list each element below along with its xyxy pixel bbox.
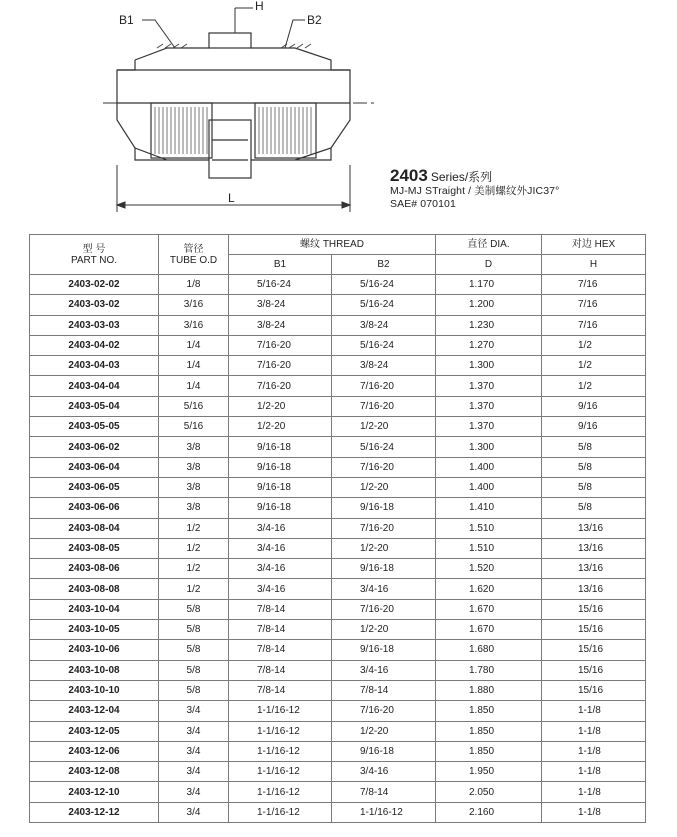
header-thread: 螺纹 THREAD xyxy=(229,235,436,255)
dia-d-cell: 1.620 xyxy=(436,579,542,599)
thread-b1-cell: 1-1/16-12 xyxy=(229,721,332,741)
dia-d-cell: 1.300 xyxy=(436,437,542,457)
part-no-cell: 2403-12-04 xyxy=(30,701,159,721)
tube-od-cell: 5/16 xyxy=(159,396,229,416)
dia-d-cell: 1.300 xyxy=(436,356,542,376)
sae-number: SAE# 070101 xyxy=(390,198,456,210)
tube-od-cell: 1/2 xyxy=(159,559,229,579)
hex-h-cell: 15/16 xyxy=(542,599,646,619)
table-row xyxy=(30,376,646,396)
table-row xyxy=(30,437,646,457)
dia-d-cell: 2.050 xyxy=(436,782,542,802)
thread-b2-cell: 1/2-20 xyxy=(332,721,436,741)
dia-d-cell: 1.850 xyxy=(436,721,542,741)
tube-od-cell: 3/4 xyxy=(159,721,229,741)
hex-h-cell: 13/16 xyxy=(542,579,646,599)
part-no-cell: 2403-12-10 xyxy=(30,782,159,802)
series-label: Series/系列 xyxy=(430,170,493,184)
header-tube-od xyxy=(159,235,229,275)
tube-od-cell: 5/8 xyxy=(159,680,229,700)
thread-b2-cell: 3/4-16 xyxy=(332,762,436,782)
part-no-cell: 2403-06-04 xyxy=(30,457,159,477)
part-no-cell: 2403-10-08 xyxy=(30,660,159,680)
hex-h-cell: 1/2 xyxy=(542,376,646,396)
part-no-cell: 2403-08-08 xyxy=(30,579,159,599)
thread-b2-cell: 1/2-20 xyxy=(332,477,436,497)
tube-od-cell: 1/2 xyxy=(159,579,229,599)
hex-h-cell: 9/16 xyxy=(542,396,646,416)
table-row xyxy=(30,741,646,761)
table-row xyxy=(30,579,646,599)
table-row xyxy=(30,762,646,782)
tube-od-cell: 5/8 xyxy=(159,640,229,660)
thread-b2-cell: 3/4-16 xyxy=(332,579,436,599)
thread-b2-cell: 9/16-18 xyxy=(332,559,436,579)
thread-b1-cell: 3/4-16 xyxy=(229,538,332,558)
thread-b1-cell: 1-1/16-12 xyxy=(229,782,332,802)
header-part-no-en: PART NO. xyxy=(70,254,118,266)
dia-d-cell: 1.410 xyxy=(436,498,542,518)
thread-b2-cell: 9/16-18 xyxy=(332,640,436,660)
label-h: H xyxy=(255,0,264,13)
hex-h-cell: 1-1/8 xyxy=(542,741,646,761)
thread-b1-cell: 3/8-24 xyxy=(229,295,332,315)
thread-b2-cell: 7/8-14 xyxy=(332,680,436,700)
tube-od-cell: 3/4 xyxy=(159,762,229,782)
part-no-cell: 2403-12-06 xyxy=(30,741,159,761)
dia-d-cell: 1.520 xyxy=(436,559,542,579)
hex-h-cell: 7/16 xyxy=(542,275,646,295)
tube-od-cell: 3/8 xyxy=(159,457,229,477)
hex-h-cell: 5/8 xyxy=(542,477,646,497)
thread-b1-cell: 7/8-14 xyxy=(229,680,332,700)
thread-b2-cell: 5/16-24 xyxy=(332,295,436,315)
thread-b1-cell: 9/16-18 xyxy=(229,498,332,518)
table-row xyxy=(30,315,646,335)
part-no-cell: 2403-06-05 xyxy=(30,477,159,497)
dia-d-cell: 1.850 xyxy=(436,701,542,721)
part-no-cell: 2403-03-02 xyxy=(30,295,159,315)
hex-h-cell: 13/16 xyxy=(542,538,646,558)
dia-d-cell: 1.270 xyxy=(436,335,542,355)
spec-table xyxy=(29,234,646,823)
thread-b1-cell: 1-1/16-12 xyxy=(229,762,332,782)
hex-h-cell: 1-1/8 xyxy=(542,782,646,802)
header-tube-od-en: TUBE O.D xyxy=(169,254,218,266)
thread-b2-cell: 1/2-20 xyxy=(332,538,436,558)
header-h: H xyxy=(542,255,646,275)
part-no-cell: 2403-04-02 xyxy=(30,335,159,355)
hex-h-cell: 13/16 xyxy=(542,518,646,538)
hex-h-cell: 1/2 xyxy=(542,356,646,376)
header-b2: B2 xyxy=(332,255,436,275)
hex-h-cell: 15/16 xyxy=(542,620,646,640)
table-row xyxy=(30,498,646,518)
dia-d-cell: 1.680 xyxy=(436,640,542,660)
thread-b1-cell: 9/16-18 xyxy=(229,437,332,457)
thread-b2-cell: 7/16-20 xyxy=(332,457,436,477)
thread-b2-cell: 5/16-24 xyxy=(332,437,436,457)
tube-od-cell: 3/4 xyxy=(159,802,229,822)
thread-b1-cell: 1-1/16-12 xyxy=(229,741,332,761)
tube-od-cell: 3/4 xyxy=(159,782,229,802)
hex-h-cell: 1-1/8 xyxy=(542,762,646,782)
table-row xyxy=(30,396,646,416)
thread-b1-cell: 1/2-20 xyxy=(229,417,332,437)
table-row xyxy=(30,701,646,721)
hex-h-cell: 7/16 xyxy=(542,295,646,315)
part-no-cell: 2403-08-05 xyxy=(30,538,159,558)
table-row xyxy=(30,477,646,497)
table-row xyxy=(30,275,646,295)
header-hex: 对边 HEX xyxy=(542,235,646,255)
table-row xyxy=(30,457,646,477)
thread-b1-cell: 7/16-20 xyxy=(229,335,332,355)
tube-od-cell: 5/8 xyxy=(159,599,229,619)
tube-od-cell: 1/4 xyxy=(159,335,229,355)
table-row xyxy=(30,680,646,700)
part-no-cell: 2403-06-06 xyxy=(30,498,159,518)
part-no-cell: 2403-12-12 xyxy=(30,802,159,822)
table-row xyxy=(30,559,646,579)
part-no-cell: 2403-04-04 xyxy=(30,376,159,396)
hex-h-cell: 5/8 xyxy=(542,498,646,518)
dia-d-cell: 1.850 xyxy=(436,741,542,761)
tube-od-cell: 1/8 xyxy=(159,275,229,295)
thread-b2-cell: 1/2-20 xyxy=(332,417,436,437)
table-row xyxy=(30,802,646,822)
table-row xyxy=(30,599,646,619)
tube-od-cell: 1/4 xyxy=(159,376,229,396)
tube-od-cell: 3/4 xyxy=(159,701,229,721)
dia-d-cell: 1.670 xyxy=(436,620,542,640)
part-no-cell: 2403-02-02 xyxy=(30,275,159,295)
dia-d-cell: 1.200 xyxy=(436,295,542,315)
thread-b2-cell: 7/8-14 xyxy=(332,782,436,802)
hex-h-cell: 13/16 xyxy=(542,559,646,579)
thread-b2-cell: 1-1/16-12 xyxy=(332,802,436,822)
hex-h-cell: 5/8 xyxy=(542,457,646,477)
thread-b1-cell: 3/4-16 xyxy=(229,518,332,538)
thread-b1-cell: 3/4-16 xyxy=(229,579,332,599)
thread-b2-cell: 3/4-16 xyxy=(332,660,436,680)
thread-b2-cell: 7/16-20 xyxy=(332,396,436,416)
tube-od-cell: 1/2 xyxy=(159,538,229,558)
part-no-cell: 2403-10-04 xyxy=(30,599,159,619)
tube-od-cell: 1/4 xyxy=(159,356,229,376)
dia-d-cell: 1.510 xyxy=(436,518,542,538)
hex-h-cell: 9/16 xyxy=(542,417,646,437)
dia-d-cell: 1.780 xyxy=(436,660,542,680)
dia-d-cell: 1.400 xyxy=(436,457,542,477)
part-no-cell: 2403-06-02 xyxy=(30,437,159,457)
tube-od-cell: 5/8 xyxy=(159,620,229,640)
thread-b2-cell: 9/16-18 xyxy=(332,498,436,518)
tube-od-cell: 3/8 xyxy=(159,437,229,457)
part-no-cell: 2403-10-10 xyxy=(30,680,159,700)
tube-od-cell: 3/8 xyxy=(159,477,229,497)
thread-b1-cell: 3/8-24 xyxy=(229,315,332,335)
label-b1: B1 xyxy=(119,13,134,27)
thread-b1-cell: 7/8-14 xyxy=(229,640,332,660)
series-number: 2403 xyxy=(390,166,428,185)
series-heading xyxy=(390,168,670,185)
hex-h-cell: 1-1/8 xyxy=(542,701,646,721)
dia-d-cell: 1.670 xyxy=(436,599,542,619)
tube-od-cell: 5/16 xyxy=(159,417,229,437)
tube-od-cell: 3/8 xyxy=(159,498,229,518)
series-info xyxy=(390,168,670,211)
thread-b2-cell: 7/16-20 xyxy=(332,376,436,396)
series-description: MJ-MJ STraight / 美制螺纹外JIC37° xyxy=(390,185,560,197)
table-row xyxy=(30,782,646,802)
table-row xyxy=(30,620,646,640)
dia-d-cell: 1.510 xyxy=(436,538,542,558)
table-row xyxy=(30,335,646,355)
table-row xyxy=(30,721,646,741)
part-no-cell: 2403-08-04 xyxy=(30,518,159,538)
header-part-no-cn: 型 号 xyxy=(82,243,106,255)
hex-h-cell: 1/2 xyxy=(542,335,646,355)
hex-h-cell: 15/16 xyxy=(542,660,646,680)
part-no-cell: 2403-10-06 xyxy=(30,640,159,660)
thread-b1-cell: 7/8-14 xyxy=(229,620,332,640)
dia-d-cell: 1.950 xyxy=(436,762,542,782)
thread-b2-cell: 7/16-20 xyxy=(332,599,436,619)
dia-d-cell: 1.880 xyxy=(436,680,542,700)
dia-d-cell: 1.370 xyxy=(436,417,542,437)
table-row xyxy=(30,518,646,538)
table-row xyxy=(30,417,646,437)
part-no-cell: 2403-05-05 xyxy=(30,417,159,437)
hex-h-cell: 15/16 xyxy=(542,640,646,660)
thread-b1-cell: 7/16-20 xyxy=(229,376,332,396)
table-row xyxy=(30,295,646,315)
thread-b1-cell: 3/4-16 xyxy=(229,559,332,579)
header-tube-od-cn: 管径 xyxy=(183,243,204,255)
dia-d-cell: 1.400 xyxy=(436,477,542,497)
thread-b2-cell: 7/16-20 xyxy=(332,518,436,538)
tube-od-cell: 3/4 xyxy=(159,741,229,761)
table-row xyxy=(30,356,646,376)
thread-b2-cell: 7/16-20 xyxy=(332,701,436,721)
thread-b1-cell: 7/8-14 xyxy=(229,660,332,680)
part-no-cell: 2403-04-03 xyxy=(30,356,159,376)
thread-b2-cell: 5/16-24 xyxy=(332,335,436,355)
label-b2: B2 xyxy=(307,13,322,27)
dia-d-cell: 1.370 xyxy=(436,396,542,416)
dia-d-cell: 2.160 xyxy=(436,802,542,822)
thread-b2-cell: 3/8-24 xyxy=(332,356,436,376)
header-part-no xyxy=(30,235,159,275)
thread-b1-cell: 9/16-18 xyxy=(229,477,332,497)
thread-b2-cell: 3/8-24 xyxy=(332,315,436,335)
header-dia: 直径 DIA. xyxy=(436,235,542,255)
thread-b2-cell: 5/16-24 xyxy=(332,275,436,295)
header-b1: B1 xyxy=(229,255,332,275)
header-d: D xyxy=(436,255,542,275)
thread-b1-cell: 7/16-20 xyxy=(229,356,332,376)
part-no-cell: 2403-03-03 xyxy=(30,315,159,335)
tube-od-cell: 3/16 xyxy=(159,295,229,315)
hex-h-cell: 5/8 xyxy=(542,437,646,457)
hex-h-cell: 7/16 xyxy=(542,315,646,335)
thread-b1-cell: 9/16-18 xyxy=(229,457,332,477)
hex-h-cell: 1-1/8 xyxy=(542,802,646,822)
thread-b1-cell: 7/8-14 xyxy=(229,599,332,619)
hex-h-cell: 15/16 xyxy=(542,680,646,700)
tube-od-cell: 1/2 xyxy=(159,518,229,538)
dia-d-cell: 1.370 xyxy=(436,376,542,396)
dia-d-cell: 1.170 xyxy=(436,275,542,295)
thread-b1-cell: 1-1/16-12 xyxy=(229,802,332,822)
part-no-cell: 2403-08-06 xyxy=(30,559,159,579)
part-no-cell: 2403-12-08 xyxy=(30,762,159,782)
part-no-cell: 2403-12-05 xyxy=(30,721,159,741)
thread-b1-cell: 5/16-24 xyxy=(229,275,332,295)
tube-od-cell: 5/8 xyxy=(159,660,229,680)
part-no-cell: 2403-10-05 xyxy=(30,620,159,640)
thread-b1-cell: 1-1/16-12 xyxy=(229,701,332,721)
hex-h-cell: 1-1/8 xyxy=(542,721,646,741)
fitting-technical-drawing xyxy=(95,0,385,215)
part-no-cell: 2403-05-04 xyxy=(30,396,159,416)
dia-d-cell: 1.230 xyxy=(436,315,542,335)
table-row xyxy=(30,640,646,660)
spec-table-body xyxy=(30,275,646,823)
thread-b1-cell: 1/2-20 xyxy=(229,396,332,416)
table-row xyxy=(30,660,646,680)
label-l: L xyxy=(228,191,235,205)
table-row xyxy=(30,538,646,558)
thread-b2-cell: 1/2-20 xyxy=(332,620,436,640)
thread-b2-cell: 9/16-18 xyxy=(332,741,436,761)
tube-od-cell: 3/16 xyxy=(159,315,229,335)
